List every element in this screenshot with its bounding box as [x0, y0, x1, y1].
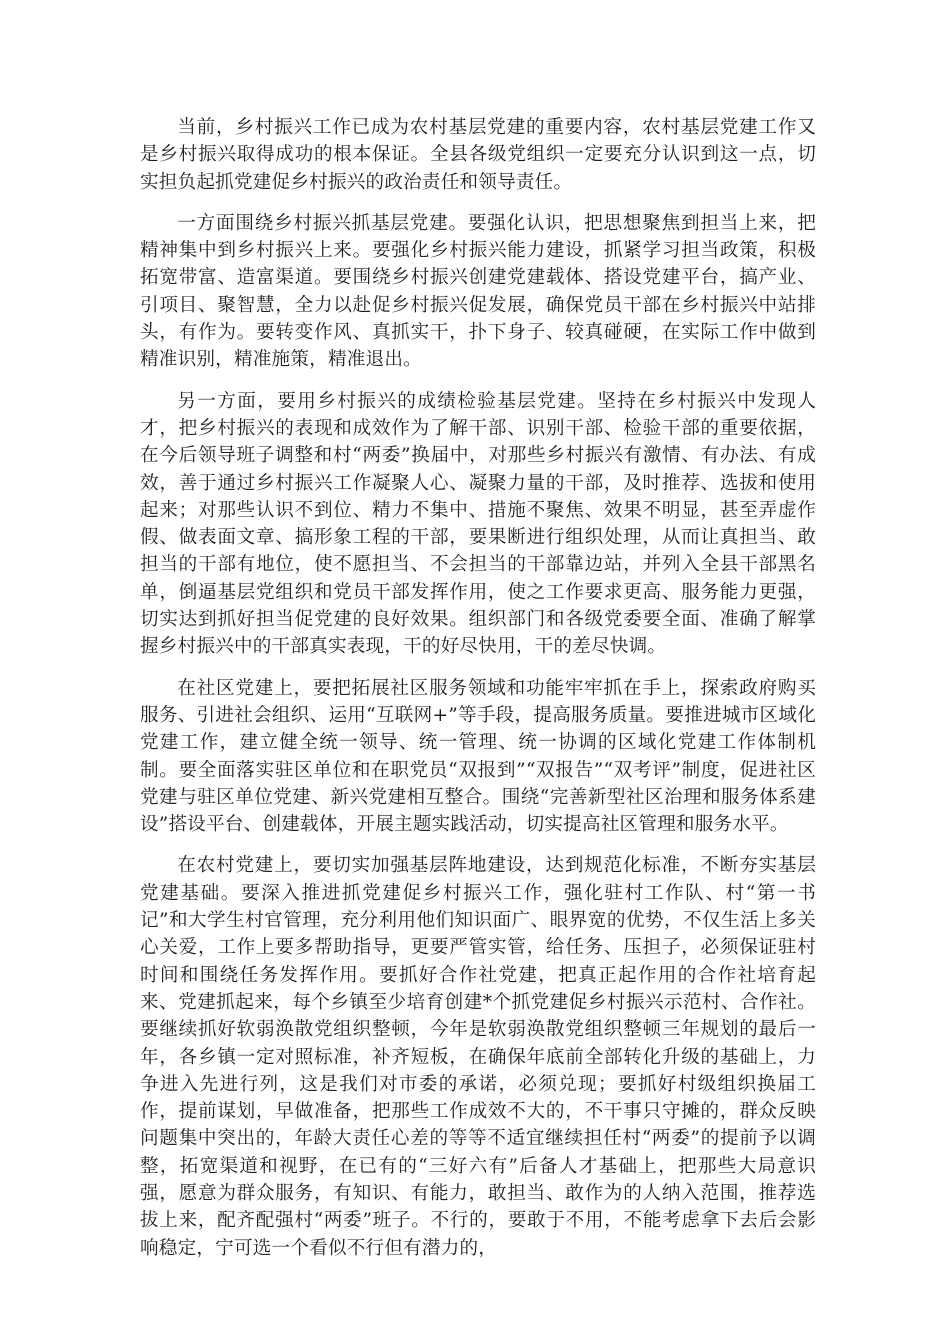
- paragraph-2: 一方面围绕乡村振兴抓基层党建。要强化认识，把思想聚焦到担当上来，把精神集中到乡村振兴上来。要强化乡村振兴能力建设，抓紧学习担当政策，积极拓宽带富、造富渠道。要围绕乡村振兴创建党建载体、搭设党建平台，搞产业、引项目、聚智慧，全力以赴促乡村振兴促发展，确保党员干部在乡村振兴中站排头，有作为。要转变作风、真抓实干，扑下身子、较真碰硬，在实际工作中做到精准识别，精准施策，精准退出。: [140, 212, 816, 371]
- document-page: [140, 114, 816, 1276]
- paragraph-5: 在农村党建上，要切实加强基层阵地建设，达到规范化标准，不断夯实基层党建基础。要深入推进抓党建促乡村振兴工作，强化驻村工作队、村“第一书记”和大学生村官管理，充分利用他们知识面广、眼界宽的优势，不仅生活上多关心关爱，工作上要多帮助指导，更要严管实管，给任务、压担子，必须保证驻村时间和围绕任务发挥作用。要抓好合作社党建，把真正起作用的合作社培育起来、党建抓起来，每个乡镇至少培育创建*个抓党建促乡村振兴示范村、合作社。要继续抓好软弱涣散党组织整顿，今年是软弱涣散党组织整顿三年规划的最后一年，各乡镇一定对照标准，补齐短板，在确保年底前全部转化升级的基础上，力争进入先进行列，这是我们对市委的承诺，必须兑现；要抓好村级组织换届工作，提前谋划，早做准备，把那些工作成效不大的，不干事只守摊的，群众反映问题集中突出的，年龄大责任心差的等等不适宜继续担任村“两委”的提前予以调整，拓宽渠道和视野，在已有的“三好六有”后备人才基础上，把那些大局意识强，愿意为群众服务，有知识、有能力，敢担当、敢作为的人纳入范围，推荐选拔上来，配齐配强村“两委”班子。不行的，要敢于不用，不能考虑拿下去后会影响稳定，宁可选一个看似不行但有潜力的，: [140, 855, 816, 1259]
- paragraph-4: 在社区党建上，要把拓展社区服务领域和功能牢牢抓在手上，探索政府购买服务、引进社会组织、运用“互联网+”等手段，提高服务质量。要推进城市区域化党建工作，建立健全统一领导、统一管理、统一协调的区域化党建工作体制机制。要全面落实驻区单位和在职党员“双报到”“双报告”“双考评”制度，促进社区党建与驻区单位党建、新兴党建相互整合。围绕“完善新型社区治理和服务体系建设”搭设平台、创建载体，开展主题实践活动，切实提高社区管理和服务水平。: [140, 677, 816, 836]
- paragraph-1: 当前，乡村振兴工作已成为农村基层党建的重要内容，农村基层党建工作又是乡村振兴取得成功的根本保证。全县各级党组织一定要充分认识到这一点，切实担负起抓党建促乡村振兴的政治责任和领导责任。: [140, 117, 816, 193]
- paragraph-3: 另一方面，要用乡村振兴的成绩检验基层党建。坚持在乡村振兴中发现人才，把乡村振兴的表现和成效作为了解干部、识别干部、检验干部的重要依据，在今后领导班子调整和村“两委”换届中，对那些乡村振兴有激情、有办法、有成效，善于通过乡村振兴工作凝聚人心、凝聚力量的干部，及时推荐、选拔和使用起来；对那些认识不到位、精力不集中、措施不聚焦、效果不明显，甚至弄虚作假、做表面文章、搞形象工程的干部，要果断进行组织处理，从而让真担当、敢担当的干部有地位，使不愿担当、不会担当的干部靠边站，并列入全县干部黑名单，倒逼基层党组织和党员干部发挥作用，使之工作要求更高、服务能力更强，切实达到抓好担当促党建的良好效果。组织部门和各级党委要全面、准确了解掌握乡村振兴中的干部真实表现，干的好尽快用，干的差尽快调。: [140, 390, 816, 658]
